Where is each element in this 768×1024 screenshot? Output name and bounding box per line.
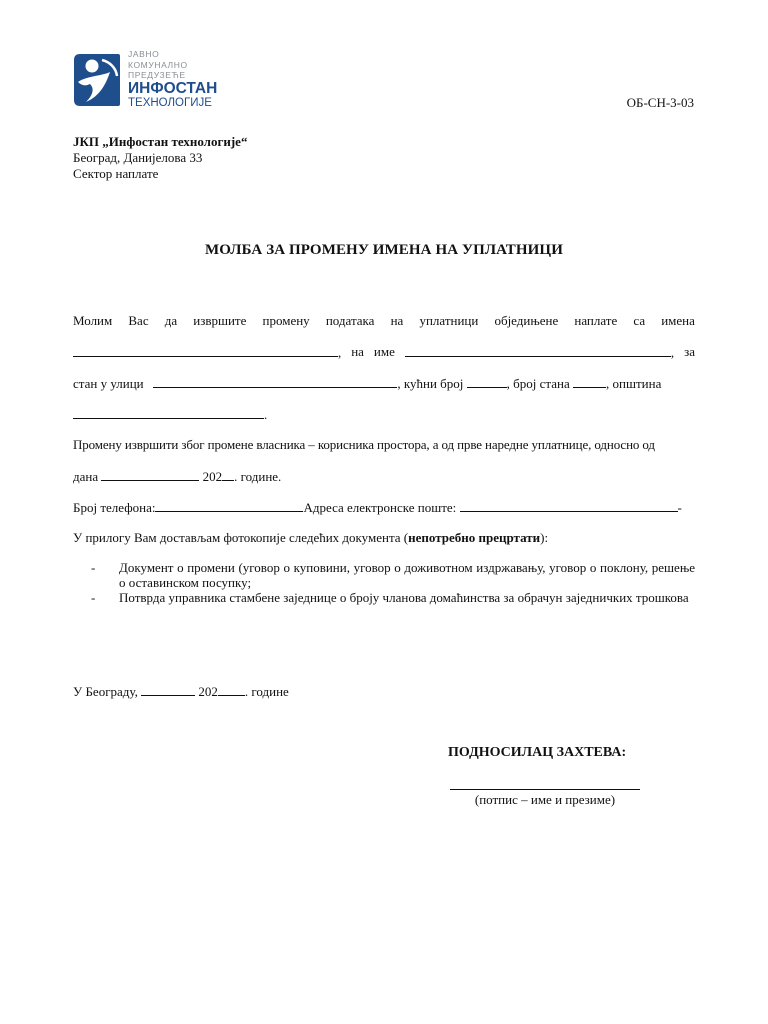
year-prefix: 202 [198, 684, 218, 699]
email-blank[interactable] [460, 499, 678, 512]
signing-year-blank[interactable] [218, 683, 245, 696]
word: Вас [128, 313, 149, 328]
logo-line-2: КОМУНАЛНО [128, 59, 188, 70]
change-date-line [73, 468, 695, 485]
period: . [264, 407, 268, 422]
word: извршите [193, 313, 247, 328]
street-blank[interactable] [153, 375, 397, 388]
attachments-intro-text: У прилогу Вам достављам фотокопије следећих документа ( [73, 530, 409, 545]
list-item [73, 590, 695, 605]
year-prefix: 202 [202, 469, 223, 484]
logo-company-type [128, 49, 188, 81]
word: да [164, 313, 178, 328]
signature-caption: (потпис – име и презиме) [474, 792, 616, 807]
infostan-logo [72, 48, 222, 112]
word: имена [661, 313, 695, 328]
house-number-label: , кућни број [397, 376, 464, 391]
bullet-dash: - [91, 590, 96, 605]
organization-block [73, 134, 247, 182]
organization-address: Београд, Данијелова 33 [73, 150, 203, 165]
attachment-item-text: Документ о промени (уговор о куповини, уговор о доживотном издржавању, уговор о поклону, решење о оставинском посупку; [119, 560, 695, 590]
year-suffix: . године [244, 684, 289, 699]
word: наплате [574, 313, 618, 328]
change-reason-line: Промену извршити због промене власника – корисника простора, а од прве наредне уплатнице, односно од [73, 437, 655, 452]
logo-line-1: ЈАВНО [128, 49, 160, 59]
word: име [373, 344, 395, 359]
attachment-item-text: Потврда управника стамбене заједнице о броју чланова домаћинства за обрачун заједничких трошкова [119, 590, 689, 605]
street-label: стан у улици [73, 376, 144, 391]
word: Молим [73, 313, 113, 328]
logo-line-3: ПРЕДУЗЕЋЕ [128, 70, 186, 80]
word: на [351, 344, 364, 359]
place-label: У Београду, [73, 684, 138, 699]
form-title: МОЛБА ЗА ПРОМЕНУ ИМЕНА НА УПЛАТНИЦИ [205, 242, 563, 258]
organization-name: ЈКП „Инфостан технологије“ [73, 134, 248, 149]
date-label: дана [73, 469, 99, 484]
word: за [684, 344, 695, 359]
phone-blank[interactable] [155, 499, 303, 512]
word: података [325, 313, 375, 328]
phone-label: Број телефона: [73, 500, 156, 515]
municipality-blank[interactable] [73, 406, 264, 419]
comma: , [670, 345, 675, 360]
word: на [390, 313, 404, 328]
apartment-number-blank[interactable] [573, 375, 606, 388]
request-line-3 [73, 375, 695, 392]
logo-name: ИНФОСТАН [128, 80, 218, 97]
year-blank[interactable] [222, 468, 234, 481]
contacts-line [73, 499, 695, 516]
attachments-list [73, 560, 695, 605]
place-date-line [73, 683, 695, 700]
signing-date-blank[interactable] [141, 683, 195, 696]
signature-line[interactable] [450, 789, 640, 790]
organization-sector: Сектор наплате [73, 166, 159, 181]
infostan-logo-icon [72, 52, 122, 108]
date-blank[interactable] [101, 468, 199, 481]
dash: - [677, 500, 682, 515]
house-number-blank[interactable] [467, 375, 507, 388]
email-label: Адреса електронске поште: [303, 500, 457, 515]
new-name-blank[interactable] [405, 344, 671, 357]
word: промену [262, 313, 310, 328]
attachments-instruction: непотребно прецртати [408, 530, 541, 545]
list-item [73, 560, 695, 590]
request-line-4 [73, 406, 695, 423]
current-name-blank[interactable] [73, 344, 338, 357]
request-line-2 [73, 344, 695, 361]
municipality-label: , општина [606, 376, 662, 391]
document-code: ОБ-СН-3-03 [626, 95, 694, 110]
request-line-1 [73, 313, 695, 329]
bullet-dash: - [91, 560, 96, 575]
comma: , [338, 345, 342, 360]
word: обједињене [494, 313, 559, 328]
apartment-number-label: , број стана [506, 376, 570, 391]
word: са [633, 313, 646, 328]
applicant-heading: ПОДНОСИЛАЦ ЗАХТЕВА: [448, 745, 627, 760]
year-suffix: . године. [234, 469, 282, 484]
word: уплатници [419, 313, 479, 328]
logo-subname: ТЕХНОЛОГИЈЕ [128, 97, 212, 109]
attachments-intro [73, 530, 695, 546]
attachments-intro-end: ): [540, 530, 549, 545]
